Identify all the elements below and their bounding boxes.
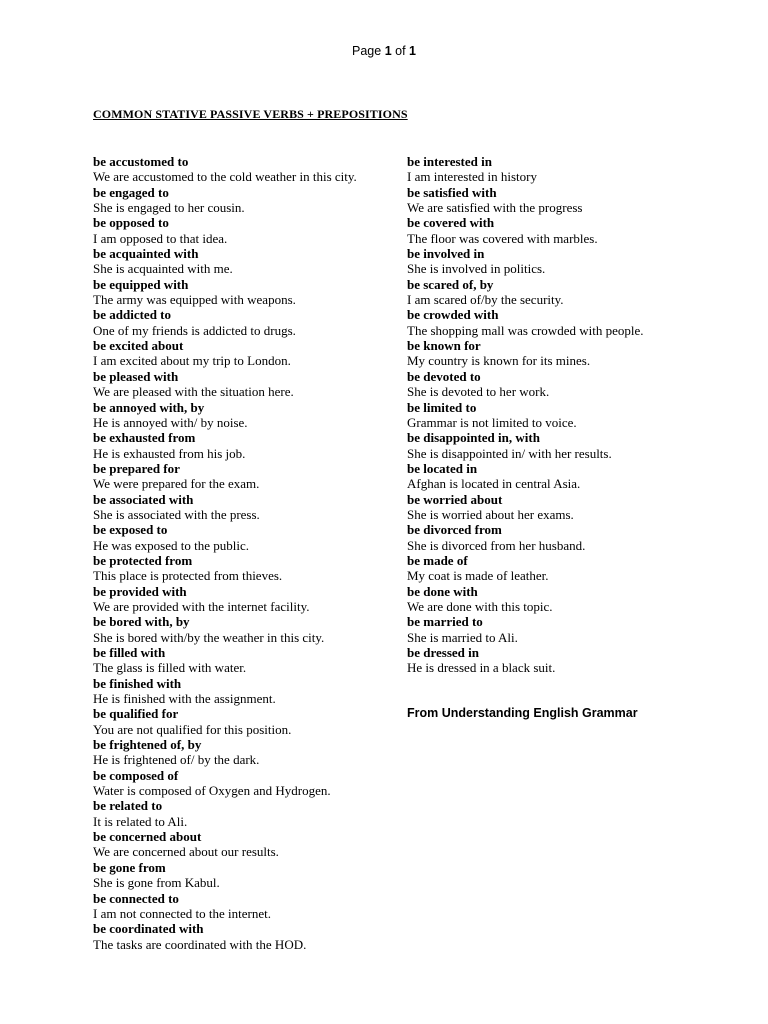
verb-entry	[93, 584, 373, 615]
example-sentence: I am scared of/by the security.	[407, 292, 564, 308]
example-sentence: You are not qualified for this position.	[93, 721, 292, 737]
verb-phrase: be prepared for	[93, 460, 180, 476]
verb-entry	[93, 400, 373, 431]
verb-phrase: be equipped with	[93, 276, 189, 292]
example-sentence: This place is protected from thieves.	[93, 568, 283, 584]
example-sentence: She is involved in politics.	[407, 261, 546, 277]
verb-phrase: be composed of	[93, 767, 179, 783]
verb-entry	[407, 215, 707, 246]
verb-phrase: be crowded with	[407, 307, 499, 323]
verb-entry	[93, 614, 373, 645]
verb-phrase: be divorced from	[407, 522, 502, 538]
example-sentence: Water is composed of Oxygen and Hydrogen.	[93, 783, 331, 799]
example-sentence: We are done with this topic.	[407, 598, 553, 614]
verb-entry	[93, 768, 373, 799]
example-sentence: We were prepared for the exam.	[93, 476, 260, 492]
example-sentence: The army was equipped with weapons.	[93, 292, 296, 308]
verb-phrase: be excited about	[93, 338, 184, 354]
verb-phrase: be pleased with	[93, 368, 179, 384]
verb-phrase: be engaged to	[93, 184, 169, 200]
verb-entry	[93, 154, 373, 185]
verb-phrase: be protected from	[93, 552, 193, 568]
verb-entry	[93, 461, 373, 492]
verb-phrase: be accustomed to	[93, 154, 189, 169]
verb-entry	[407, 400, 707, 431]
verb-phrase: be connected to	[93, 890, 179, 906]
verb-entry	[407, 369, 707, 400]
example-sentence: One of my friends is addicted to drugs.	[93, 322, 296, 338]
example-sentence: She is acquainted with me.	[93, 261, 233, 277]
example-sentence: We are satisfied with the progress	[407, 200, 583, 216]
example-sentence: He is finished with the assignment.	[93, 691, 276, 707]
verb-phrase: be done with	[407, 583, 478, 599]
verb-phrase: be acquainted with	[93, 246, 199, 262]
verb-phrase: be concerned about	[93, 829, 202, 845]
verb-phrase: be gone from	[93, 859, 166, 875]
verb-entry	[93, 492, 373, 523]
page-separator: of	[391, 44, 410, 58]
example-sentence: We are concerned about our results.	[93, 844, 279, 860]
verb-phrase: be exhausted from	[93, 430, 196, 446]
verb-entry	[93, 676, 373, 707]
verb-entry	[407, 522, 707, 553]
verb-phrase: be related to	[93, 798, 163, 814]
verb-entry	[93, 369, 373, 400]
verb-entry	[93, 921, 373, 952]
verb-phrase: be associated with	[93, 491, 194, 507]
example-sentence: She is devoted to her work.	[407, 384, 550, 400]
verb-entry	[93, 829, 373, 860]
example-sentence: Afghan is located in central Asia.	[407, 476, 581, 492]
verb-phrase: be worried about	[407, 491, 503, 507]
example-sentence: We are provided with the internet facility.	[93, 598, 310, 614]
example-sentence: He was exposed to the public.	[93, 537, 249, 553]
verb-phrase: be addicted to	[93, 307, 171, 323]
verb-entry	[93, 798, 373, 829]
verb-phrase: be filled with	[93, 645, 166, 660]
example-sentence: We are accustomed to the cold weather in this city.	[93, 169, 357, 185]
page-label: Page	[352, 44, 385, 58]
verb-entry	[93, 338, 373, 369]
verb-entry	[93, 737, 373, 768]
verb-entry	[93, 522, 373, 553]
example-sentence: The shopping mall was crowded with people.	[407, 322, 644, 338]
example-sentence: I am interested in history	[407, 169, 537, 185]
verb-entry	[407, 645, 707, 676]
verb-phrase: be provided with	[93, 583, 187, 599]
verb-entry	[93, 246, 373, 277]
verb-entry	[93, 645, 373, 676]
example-sentence: The glass is filled with water.	[93, 660, 247, 676]
example-sentence: Grammar is not limited to voice.	[407, 414, 577, 430]
verb-phrase: be covered with	[407, 215, 495, 231]
verb-entry	[93, 307, 373, 338]
verb-entry	[407, 154, 707, 185]
verb-phrase: be interested in	[407, 154, 492, 169]
verb-entry	[93, 277, 373, 308]
verb-entry	[93, 706, 373, 737]
verb-entry	[407, 185, 707, 216]
verb-entry	[407, 461, 707, 492]
verb-phrase: be coordinated with	[93, 921, 204, 937]
example-sentence: It is related to Ali.	[93, 813, 188, 829]
example-sentence: She is married to Ali.	[407, 629, 518, 645]
example-sentence: I am not connected to the internet.	[93, 905, 271, 921]
verb-phrase: be known for	[407, 338, 481, 354]
example-sentence: I am opposed to that idea.	[93, 230, 228, 246]
verb-entry	[407, 430, 707, 461]
verb-entry	[407, 553, 707, 584]
verb-phrase: be disappointed in, with	[407, 430, 540, 446]
example-sentence: My coat is made of leather.	[407, 568, 549, 584]
verb-phrase: be annoyed with, by	[93, 399, 205, 415]
example-sentence: We are pleased with the situation here.	[93, 384, 294, 400]
total-pages-number: 1	[409, 44, 416, 58]
document-title: COMMON STATIVE PASSIVE VERBS + PREPOSITIONS	[93, 107, 408, 121]
verb-phrase: be bored with, by	[93, 614, 190, 630]
verb-phrase: be frightened of, by	[93, 737, 202, 753]
example-sentence: My country is known for its mines.	[407, 353, 591, 369]
verb-phrase: be made of	[407, 552, 468, 568]
verb-phrase: be exposed to	[93, 522, 168, 538]
verb-entry	[407, 338, 707, 369]
example-sentence: He is annoyed with/ by noise.	[93, 414, 248, 430]
example-sentence: The tasks are coordinated with the HOD.	[93, 936, 307, 952]
current-page-number: 1	[384, 44, 392, 58]
verb-entry	[407, 307, 707, 338]
verb-phrase: be located in	[407, 460, 478, 476]
example-sentence: The floor was covered with marbles.	[407, 230, 598, 246]
verb-phrase: be satisfied with	[407, 184, 497, 200]
example-sentence: She is associated with the press.	[93, 506, 260, 522]
verb-phrase: be devoted to	[407, 368, 481, 384]
verb-entry	[93, 891, 373, 922]
verb-entry	[407, 614, 707, 645]
example-sentence: He is frightened of/ by the dark.	[93, 752, 260, 768]
right-column-entry-list	[407, 154, 707, 676]
verb-phrase: be limited to	[407, 399, 477, 415]
verb-entry	[93, 860, 373, 891]
example-sentence: She is divorced from her husband.	[407, 537, 586, 553]
verb-phrase: be scared of, by	[407, 276, 494, 292]
verb-entry	[93, 215, 373, 246]
verb-entry	[407, 246, 707, 277]
example-sentence: She is engaged to her cousin.	[93, 200, 245, 216]
verb-phrase: be qualified for	[93, 706, 179, 722]
source-credit: From Understanding English Grammar	[407, 706, 638, 720]
verb-entry	[93, 553, 373, 584]
example-sentence: She is disappointed in/ with her results.	[407, 445, 612, 461]
verb-phrase: be opposed to	[93, 215, 169, 231]
example-sentence: He is exhausted from his job.	[93, 445, 246, 461]
verb-phrase: be involved in	[407, 246, 485, 262]
verb-phrase: be dressed in	[407, 645, 479, 660]
verb-entry	[407, 277, 707, 308]
verb-phrase: be finished with	[93, 675, 182, 691]
example-sentence: I am excited about my trip to London.	[93, 353, 291, 369]
verb-entry	[407, 492, 707, 523]
example-sentence: He is dressed in a black suit.	[407, 660, 556, 676]
verb-phrase: be married to	[407, 614, 483, 630]
verb-entry	[93, 430, 373, 461]
example-sentence: She is gone from Kabul.	[93, 875, 220, 891]
example-sentence: She is worried about her exams.	[407, 506, 574, 522]
verb-entry	[407, 584, 707, 615]
left-column-entry-list	[93, 154, 373, 952]
verb-entry	[93, 185, 373, 216]
page-number-header	[0, 44, 768, 58]
example-sentence: She is bored with/by the weather in this city.	[93, 629, 325, 645]
